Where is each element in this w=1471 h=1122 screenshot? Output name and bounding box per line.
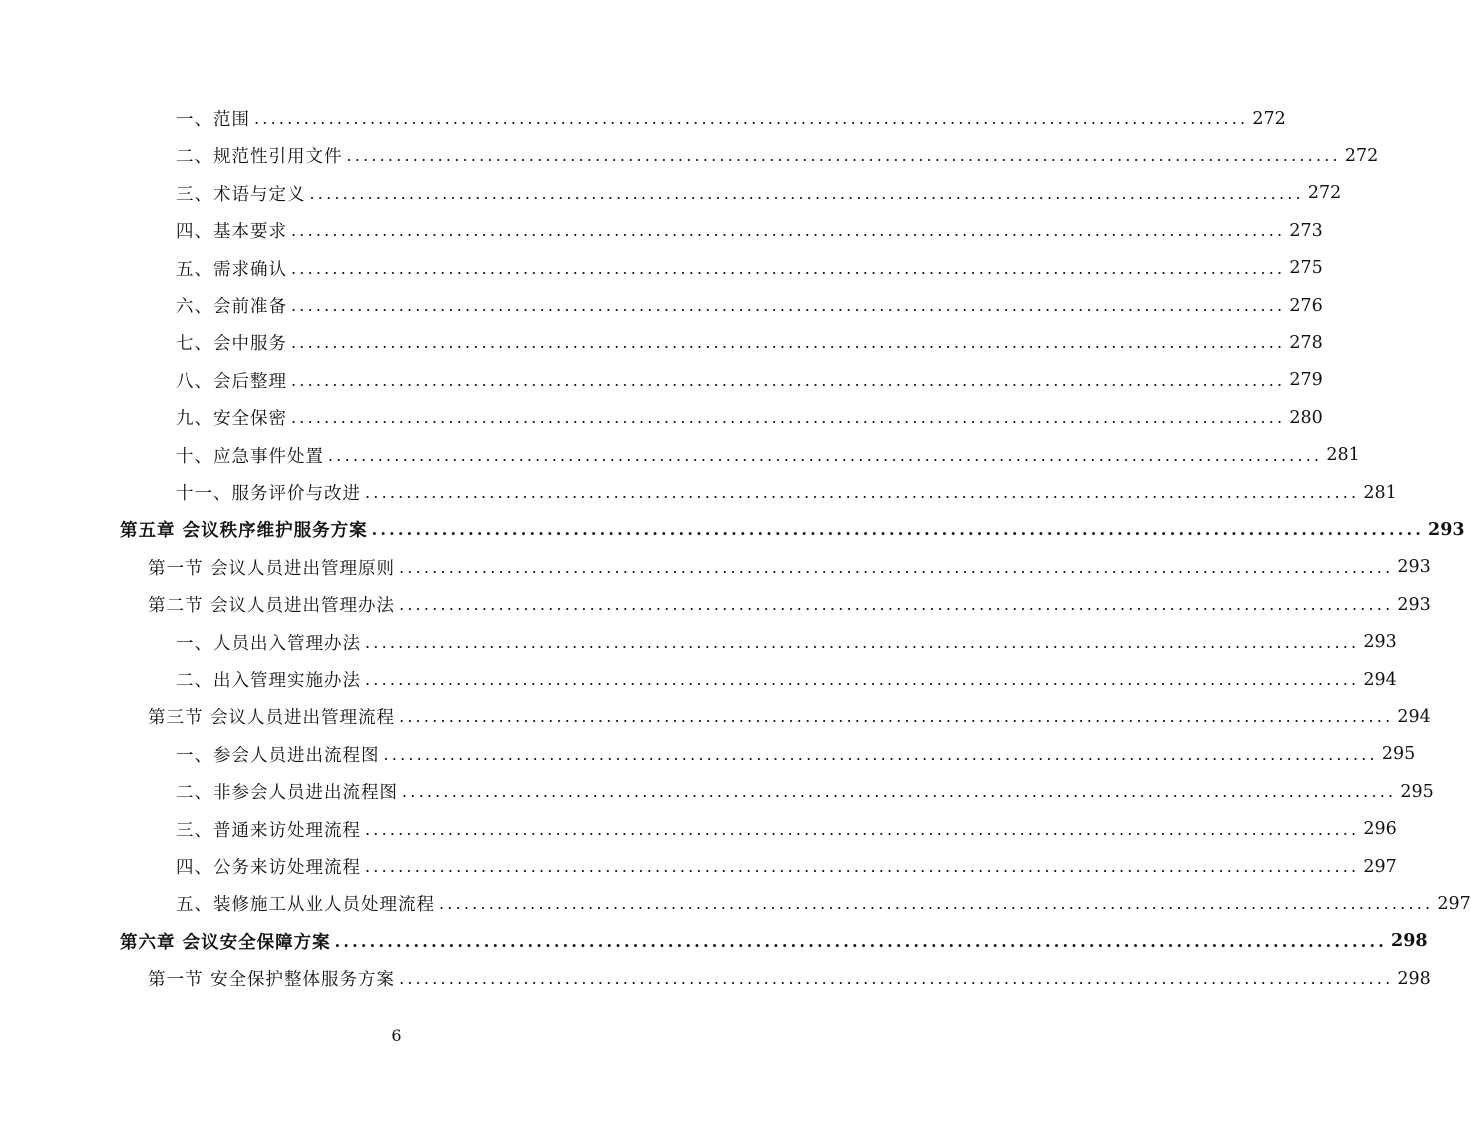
toc-entry-title: 一、范围 <box>176 110 250 130</box>
toc-entry-title: 八、会后整理 <box>176 371 287 392</box>
toc-entry-item[interactable] <box>176 885 1471 922</box>
toc-dot-leader: ........................................................................................................................ <box>365 857 1360 876</box>
toc-entry-item[interactable] <box>176 661 1397 698</box>
toc-dot-leader: ........................................................................................................................ <box>399 707 1394 727</box>
toc-dot-leader: ........................................................................................................................ <box>371 520 1425 540</box>
toc-entry-page: 275 <box>1289 258 1323 279</box>
toc-dot-leader: ........................................................................................................................ <box>291 333 1286 353</box>
toc-entry-page: 296 <box>1363 819 1397 840</box>
toc-entry-title: 第三节 会议人员进出管理流程 <box>148 708 396 729</box>
toc-entry-title: 第六章 会议安全保障方案 <box>120 932 331 953</box>
toc-entry-item[interactable] <box>176 399 1323 436</box>
toc-entry-page: 293 <box>1397 557 1431 578</box>
toc-entry-item[interactable] <box>176 362 1323 399</box>
toc-entry-item[interactable] <box>176 624 1397 661</box>
toc-entry-chapter[interactable] <box>120 923 1428 960</box>
toc-dot-leader: ........................................................................................................................ <box>309 183 1304 203</box>
toc-entry-title: 第二节 会议人员进出管理办法 <box>148 596 396 617</box>
toc-dot-leader: ........................................................................................................................ <box>365 632 1360 652</box>
toc-dot-leader: ........................................................................................................................ <box>334 931 1388 951</box>
toc-entry-title: 五、装修施工从业人员处理流程 <box>176 895 435 916</box>
toc-entry-title: 二、出入管理实施办法 <box>176 671 361 691</box>
toc-entry-page: 297 <box>1437 893 1471 914</box>
toc-dot-leader: ........................................................................................................................ <box>399 595 1394 615</box>
toc-entry-title: 十一、服务评价与改进 <box>176 484 361 504</box>
toc-entry-page: 281 <box>1363 482 1397 503</box>
toc-dot-leader: ........................................................................................................................ <box>399 557 1394 577</box>
toc-entry-page: 294 <box>1397 706 1431 727</box>
toc-entry-title: 二、非参会人员进出流程图 <box>176 783 398 804</box>
toc-entry-title: 三、普通来访处理流程 <box>176 820 361 841</box>
toc-entry-item[interactable] <box>176 437 1360 474</box>
toc-dot-leader: ........................................................................................................................ <box>383 744 1378 764</box>
toc-dot-leader: ........................................................................................................................ <box>291 408 1286 428</box>
toc-entry-page: 298 <box>1391 931 1428 952</box>
toc-dot-leader: ........................................................................................................................ <box>291 370 1286 390</box>
toc-entry-title: 五、需求确认 <box>176 259 287 280</box>
toc-entry-page: 272 <box>1252 108 1286 129</box>
toc-dot-leader: ........................................................................................................................ <box>291 221 1286 241</box>
toc-entry-item[interactable] <box>176 773 1434 810</box>
toc-entry-item[interactable] <box>176 250 1323 287</box>
toc-entry-page: 273 <box>1289 220 1323 241</box>
toc-entry-page: 279 <box>1289 370 1323 391</box>
toc-entry-page: 278 <box>1289 332 1323 353</box>
toc-entry-section[interactable] <box>148 549 1431 586</box>
toc-entry-page: 298 <box>1397 968 1431 989</box>
toc-dot-leader: ........................................................................................................................ <box>291 296 1286 315</box>
toc-dot-leader: ........................................................................................................................ <box>365 819 1360 839</box>
toc-entry-title: 四、公务来访处理流程 <box>176 858 361 878</box>
toc-entry-item[interactable] <box>176 175 1342 212</box>
toc-entry-page: 293 <box>1363 632 1397 653</box>
toc-dot-leader: ........................................................................................................................ <box>402 782 1397 802</box>
toc-entry-section[interactable] <box>148 960 1431 997</box>
toc-dot-leader: ........................................................................................................................ <box>346 146 1341 166</box>
toc-entry-title: 三、术语与定义 <box>176 184 306 205</box>
toc-entry-item[interactable] <box>176 137 1379 174</box>
toc-entry-page: 281 <box>1326 445 1360 466</box>
toc-entry-item[interactable] <box>176 287 1323 324</box>
toc-entry-item[interactable] <box>176 324 1323 361</box>
toc-dot-leader: ........................................................................................................................ <box>439 894 1434 914</box>
toc-entry-page: 276 <box>1289 295 1323 316</box>
toc-entry-page: 297 <box>1363 856 1397 877</box>
toc-entry-title: 二、规范性引用文件 <box>176 147 343 168</box>
page-number: 6 <box>391 1026 402 1045</box>
toc-entry-title: 四、基本要求 <box>176 222 287 243</box>
toc-entry-page: 272 <box>1307 183 1342 204</box>
toc-entry-title: 九、安全保密 <box>176 409 287 430</box>
toc-entry-section[interactable] <box>148 586 1431 623</box>
toc-dot-leader: ........................................................................................................................ <box>291 258 1286 278</box>
toc-entry-item[interactable] <box>176 474 1397 511</box>
toc-entry-title: 一、参会人员进出流程图 <box>176 745 380 766</box>
toc-entry-title: 一、人员出入管理办法 <box>176 633 361 654</box>
toc-entry-item[interactable] <box>176 811 1397 848</box>
toc-entry-title: 十、应急事件处置 <box>176 446 324 467</box>
toc-entry-title: 六、会前准备 <box>176 297 287 317</box>
toc-entry-chapter[interactable] <box>120 511 1465 548</box>
toc-entry-page: 294 <box>1363 669 1397 690</box>
toc-dot-leader: ........................................................................................................................ <box>365 670 1360 689</box>
toc-entry-item[interactable] <box>176 848 1397 885</box>
toc-entry-section[interactable] <box>148 698 1431 735</box>
toc-entry-page: 293 <box>1397 594 1431 615</box>
toc-entry-title: 第五章 会议秩序维护服务方案 <box>120 521 368 542</box>
toc-dot-leader: ........................................................................................................................ <box>365 483 1360 502</box>
toc-dot-leader: ........................................................................................................................ <box>328 445 1323 465</box>
toc-entry-title: 第一节 会议人员进出管理原则 <box>148 558 396 579</box>
toc-entry-title: 第一节 安全保护整体服务方案 <box>148 970 396 991</box>
toc-entry-page: 280 <box>1289 407 1323 428</box>
toc-dot-leader: ........................................................................................................................ <box>254 109 1249 128</box>
toc-entry-page: 295 <box>1400 781 1434 802</box>
toc-entry-item[interactable] <box>176 100 1286 137</box>
toc-entry-page: 272 <box>1344 145 1379 166</box>
toc-entry-title: 七、会中服务 <box>176 334 287 355</box>
toc-entry-item[interactable] <box>176 212 1323 249</box>
toc-entry-page: 295 <box>1381 744 1416 765</box>
toc-entry-page: 293 <box>1428 519 1465 540</box>
toc-entry-item[interactable] <box>176 736 1416 773</box>
toc-dot-leader: ........................................................................................................................ <box>399 969 1394 989</box>
